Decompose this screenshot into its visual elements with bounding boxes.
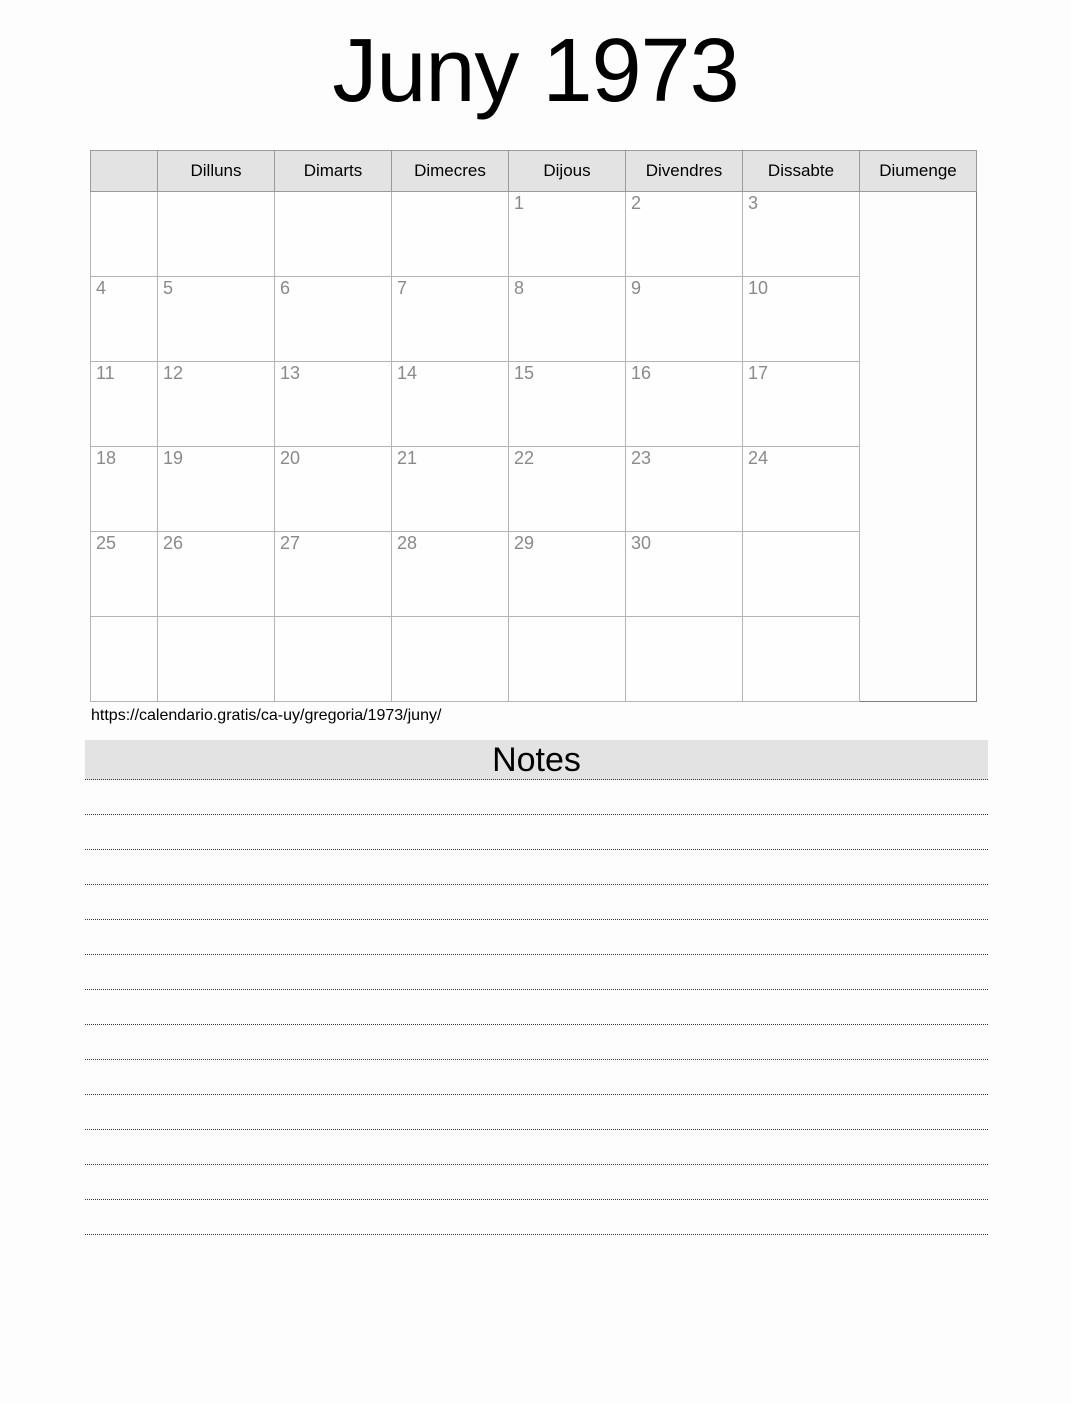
weekday-header: Divendres bbox=[626, 151, 743, 192]
day-cell: 4 bbox=[91, 277, 158, 362]
calendar-body bbox=[91, 192, 977, 702]
empty-day-cell bbox=[275, 617, 392, 702]
day-cell: 28 bbox=[392, 532, 509, 617]
week-row bbox=[91, 362, 977, 447]
week-row bbox=[91, 617, 977, 702]
weekday-header: Diumenge bbox=[860, 151, 977, 192]
weekday-header: Dimarts bbox=[275, 151, 392, 192]
day-cell: 14 bbox=[392, 362, 509, 447]
note-line bbox=[85, 885, 988, 920]
empty-day-cell bbox=[626, 617, 743, 702]
day-cell: 15 bbox=[509, 362, 626, 447]
notes-section bbox=[85, 740, 988, 1235]
day-cell: 18 bbox=[91, 447, 158, 532]
week-number-gutter bbox=[91, 151, 158, 192]
page-title: Juny 1973 bbox=[332, 21, 739, 121]
week-row bbox=[91, 192, 977, 277]
week-row bbox=[91, 277, 977, 362]
day-cell: 8 bbox=[509, 277, 626, 362]
note-line bbox=[85, 815, 988, 850]
day-cell: 3 bbox=[743, 192, 860, 277]
day-cell: 25 bbox=[91, 532, 158, 617]
weekday-header-row bbox=[91, 151, 977, 192]
note-line bbox=[85, 1200, 988, 1235]
day-cell: 16 bbox=[626, 362, 743, 447]
notes-title: Notes bbox=[85, 740, 988, 780]
calendar-header bbox=[91, 151, 977, 192]
empty-day-cell bbox=[392, 617, 509, 702]
source-url-caption: https://calendario.gratis/ca-uy/gregoria/1973/juny/ bbox=[91, 707, 442, 725]
note-line bbox=[85, 990, 988, 1025]
calendar-table bbox=[90, 150, 977, 702]
day-cell: 7 bbox=[392, 277, 509, 362]
note-line bbox=[85, 1165, 988, 1200]
empty-day-cell bbox=[158, 192, 275, 277]
day-cell: 1 bbox=[509, 192, 626, 277]
day-cell: 24 bbox=[743, 447, 860, 532]
note-line bbox=[85, 955, 988, 990]
day-cell: 21 bbox=[392, 447, 509, 532]
day-cell: 6 bbox=[275, 277, 392, 362]
day-cell: 23 bbox=[626, 447, 743, 532]
note-line bbox=[85, 850, 988, 885]
day-cell: 12 bbox=[158, 362, 275, 447]
day-cell: 20 bbox=[275, 447, 392, 532]
day-cell: 22 bbox=[509, 447, 626, 532]
day-cell: 26 bbox=[158, 532, 275, 617]
note-line bbox=[85, 1130, 988, 1165]
empty-day-cell bbox=[743, 617, 860, 702]
day-cell: 10 bbox=[743, 277, 860, 362]
note-line bbox=[85, 780, 988, 815]
empty-day-cell bbox=[158, 617, 275, 702]
weekday-header: Dijous bbox=[509, 151, 626, 192]
note-line bbox=[85, 1025, 988, 1060]
note-line bbox=[85, 920, 988, 955]
note-line bbox=[85, 1095, 988, 1130]
empty-day-cell bbox=[392, 192, 509, 277]
day-cell: 11 bbox=[91, 362, 158, 447]
weekday-header: Dimecres bbox=[392, 151, 509, 192]
empty-day-cell bbox=[743, 532, 860, 617]
day-cell: 5 bbox=[158, 277, 275, 362]
day-cell: 17 bbox=[743, 362, 860, 447]
day-cell: 27 bbox=[275, 532, 392, 617]
empty-day-cell bbox=[275, 192, 392, 277]
weekday-header: Dissabte bbox=[743, 151, 860, 192]
week-row bbox=[91, 447, 977, 532]
empty-day-cell bbox=[509, 617, 626, 702]
weekday-header: Dilluns bbox=[158, 151, 275, 192]
day-cell: 13 bbox=[275, 362, 392, 447]
day-cell: 19 bbox=[158, 447, 275, 532]
day-cell: 2 bbox=[626, 192, 743, 277]
note-line bbox=[85, 1060, 988, 1095]
day-cell: 30 bbox=[626, 532, 743, 617]
day-cell: 29 bbox=[509, 532, 626, 617]
day-cell: 9 bbox=[626, 277, 743, 362]
empty-day-cell bbox=[91, 617, 158, 702]
notes-lines bbox=[85, 780, 988, 1235]
empty-day-cell bbox=[91, 192, 158, 277]
week-row bbox=[91, 532, 977, 617]
